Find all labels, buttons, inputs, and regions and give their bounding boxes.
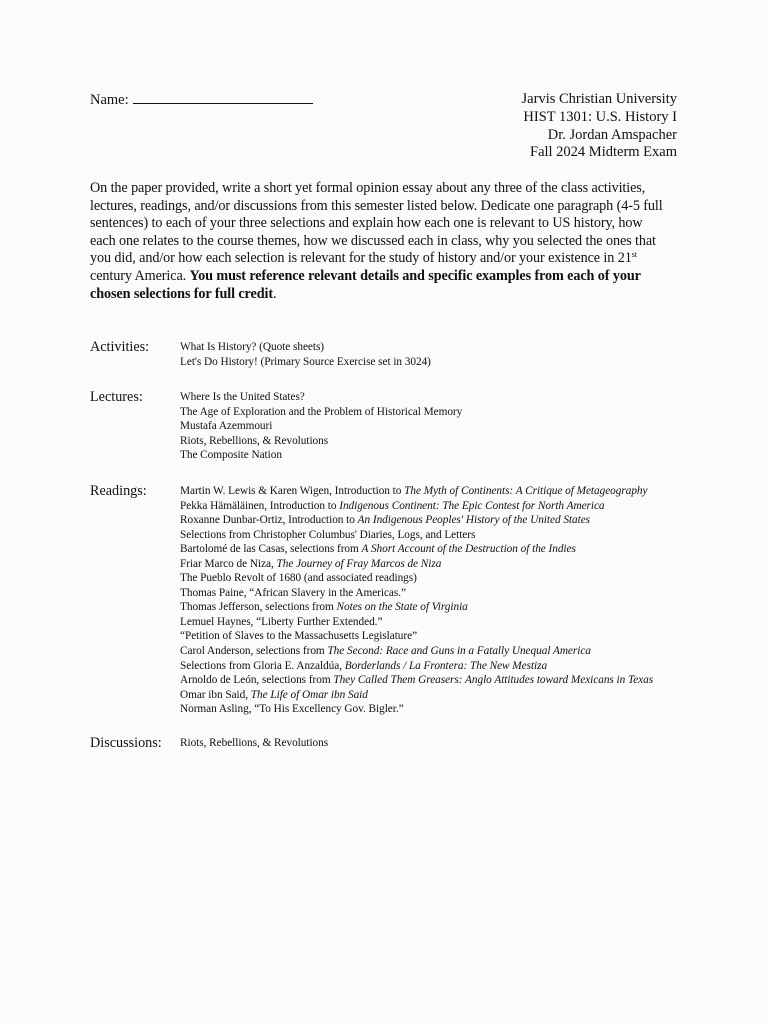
- readings-label: Readings:: [90, 483, 147, 499]
- reading-item: [180, 542, 653, 557]
- reading-item: [180, 600, 653, 615]
- name-line: [90, 91, 313, 109]
- lecture-item: Where Is the United States?: [180, 391, 305, 403]
- discussions-label: Discussions:: [90, 735, 162, 751]
- reading-title: Borderlands / La Frontera: The New Mestiza: [344, 659, 548, 672]
- lecture-item: Mustafa Azemmouri: [180, 420, 273, 433]
- reading-text: Arnoldo de León, selections from: [180, 674, 334, 687]
- reading-title: The Journey of Fray Marcos de Niza: [276, 557, 442, 570]
- reading-text: Thomas Paine, “African Slavery in the Americas.”: [180, 586, 406, 599]
- reading-text: Pekka Hämäläinen, Introduction to: [180, 499, 340, 512]
- lecture-item: The Age of Exploration and the Problem of Historical Memory: [180, 405, 463, 418]
- instructions-superscript: st: [631, 250, 637, 260]
- reading-text: Martin W. Lewis & Karen Wigen, Introduction to: [180, 485, 405, 497]
- reading-text: Bartolomé de las Casas, selections from: [180, 543, 362, 556]
- readings-list: [180, 484, 653, 717]
- reading-item: [180, 615, 653, 630]
- reading-title: The Second: Race and Guns in a Fatally Unequal America: [327, 645, 591, 658]
- reading-item: [180, 484, 653, 499]
- reading-item: [180, 673, 653, 688]
- instructions-text-2: century America.: [90, 267, 190, 284]
- reading-title: The Myth of Continents: A Critique of Metageography: [404, 485, 648, 497]
- discussions-list: [180, 736, 328, 751]
- lectures-label: Lectures:: [90, 389, 143, 405]
- reading-item: [180, 702, 653, 717]
- reading-item: [180, 688, 653, 703]
- exam-header: [90, 91, 677, 165]
- lectures-list: [180, 390, 462, 463]
- reading-title: A Short Account of the Destruction of the Indies: [361, 543, 576, 556]
- activities-list: [180, 340, 431, 369]
- discussion-item: Riots, Rebellions, & Revolutions: [180, 737, 329, 749]
- activity-item: What Is History? (Quote sheets): [180, 341, 325, 353]
- reading-text: Friar Marco de Niza,: [180, 557, 277, 570]
- reading-item: [180, 557, 653, 572]
- reading-text: Lemuel Haynes, “Liberty Further Extended.”: [180, 615, 383, 628]
- instructions-bold-requirement: You must reference relevant details and specific examples from each of your chosen selections for full credit: [90, 267, 641, 302]
- instructions-paragraph: [90, 180, 670, 303]
- exam-title: Fall 2024 Midterm Exam: [530, 144, 677, 161]
- reading-title: Notes on the State of Virginia: [336, 601, 468, 614]
- reading-text: “Petition of Slaves to the Massachusetts Legislature”: [180, 630, 418, 643]
- reading-item: [180, 499, 653, 514]
- reading-item: [180, 571, 653, 586]
- reading-text: Selections from Gloria E. Anzaldúa,: [180, 659, 345, 672]
- reading-text: Carol Anderson, selections from: [180, 645, 328, 658]
- reading-title: The Life of Omar ibn Said: [250, 688, 368, 701]
- reading-item: [180, 513, 653, 528]
- reading-text: Selections from Christopher Columbus' Diaries, Logs, and Letters: [180, 528, 476, 541]
- university-name: Jarvis Christian University: [521, 91, 677, 107]
- name-blank-line: [133, 91, 313, 104]
- instructor-name: Dr. Jordan Amspacher: [547, 126, 677, 143]
- reading-text: Omar ibn Said,: [180, 688, 251, 701]
- reading-title: Indigenous Continent: The Epic Contest for North America: [339, 499, 605, 512]
- reading-text: Norman Asling, “To His Excellency Gov. Bigler.”: [180, 703, 404, 716]
- reading-text: The Pueblo Revolt of 1680 (and associated readings): [180, 572, 417, 585]
- name-label: Name:: [90, 92, 129, 108]
- reading-item: [180, 659, 653, 674]
- reading-text: Thomas Jefferson, selections from: [180, 601, 337, 614]
- reading-item: [180, 644, 653, 659]
- reading-item: [180, 629, 653, 644]
- reading-item: [180, 586, 653, 601]
- reading-title: An Indigenous Peoples' History of the United States: [357, 514, 590, 527]
- instructions-period: .: [272, 285, 277, 302]
- instructions-text: On the paper provided, write a short yet formal opinion essay about any three of the class activities, lectures, readings, and/or discussions from this semester listed below. Dedicate one paragraph (4-5 full sentences) to each of your three selections and explain how each one is relevant to US history, how each one relates to the course themes, how we discussed each in class, why you selected the ones that you did, and/or how each selection is relevant for the study of history and/or your existence in 21: [90, 180, 663, 267]
- reading-text: Roxanne Dunbar-Ortiz, Introduction to: [180, 514, 358, 527]
- activity-item: Let's Do History! (Primary Source Exercise set in 3024): [180, 355, 431, 368]
- course-title: HIST 1301: U.S. History I: [523, 108, 677, 125]
- reading-title: They Called Them Greasers: Anglo Attitudes toward Mexicans in Texas: [333, 674, 654, 687]
- activities-label: Activities:: [90, 339, 150, 355]
- course-info: [522, 91, 677, 162]
- lecture-item: Riots, Rebellions, & Revolutions: [180, 434, 329, 447]
- lecture-item: The Composite Nation: [180, 449, 282, 462]
- reading-item: [180, 528, 653, 543]
